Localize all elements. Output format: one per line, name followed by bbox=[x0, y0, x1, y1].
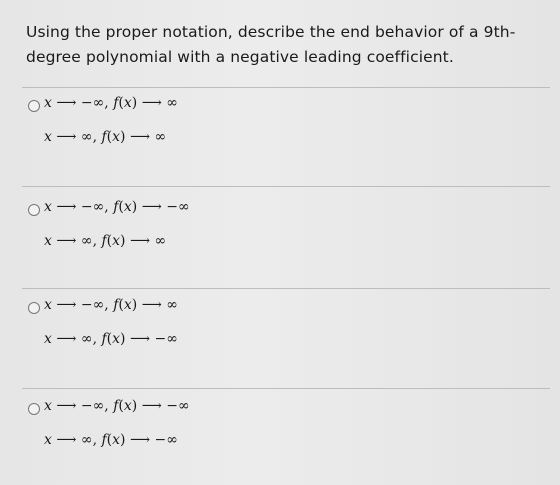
option-4-line-1: x ⟶ −∞, f(x) ⟶ −∞ bbox=[44, 398, 190, 414]
answer-option-4[interactable] bbox=[24, 398, 544, 470]
question-text: Using the proper notation, describe the end behavior of a 9th-degree polynomial with a negative leading coefficient. bbox=[26, 23, 516, 66]
separator bbox=[22, 288, 550, 289]
separator bbox=[22, 87, 550, 88]
radio-button[interactable] bbox=[28, 302, 40, 314]
radio-button[interactable] bbox=[28, 204, 40, 216]
radio-button[interactable] bbox=[28, 100, 40, 112]
option-1-line-2: x ⟶ ∞, f(x) ⟶ ∞ bbox=[44, 129, 167, 145]
answer-option-1[interactable] bbox=[24, 95, 544, 167]
option-4-line-2: x ⟶ ∞, f(x) ⟶ −∞ bbox=[44, 432, 178, 448]
option-2-line-1: x ⟶ −∞, f(x) ⟶ −∞ bbox=[44, 199, 190, 215]
option-3-line-1: x ⟶ −∞, f(x) ⟶ ∞ bbox=[44, 297, 178, 313]
option-3-line-2: x ⟶ ∞, f(x) ⟶ −∞ bbox=[44, 331, 178, 347]
answer-option-3[interactable] bbox=[24, 297, 544, 369]
separator bbox=[22, 186, 550, 187]
radio-button[interactable] bbox=[28, 403, 40, 415]
option-1-line-1: x ⟶ −∞, f(x) ⟶ ∞ bbox=[44, 95, 178, 111]
answer-option-2[interactable] bbox=[24, 199, 544, 271]
separator bbox=[22, 388, 550, 389]
option-2-line-2: x ⟶ ∞, f(x) ⟶ ∞ bbox=[44, 233, 167, 249]
